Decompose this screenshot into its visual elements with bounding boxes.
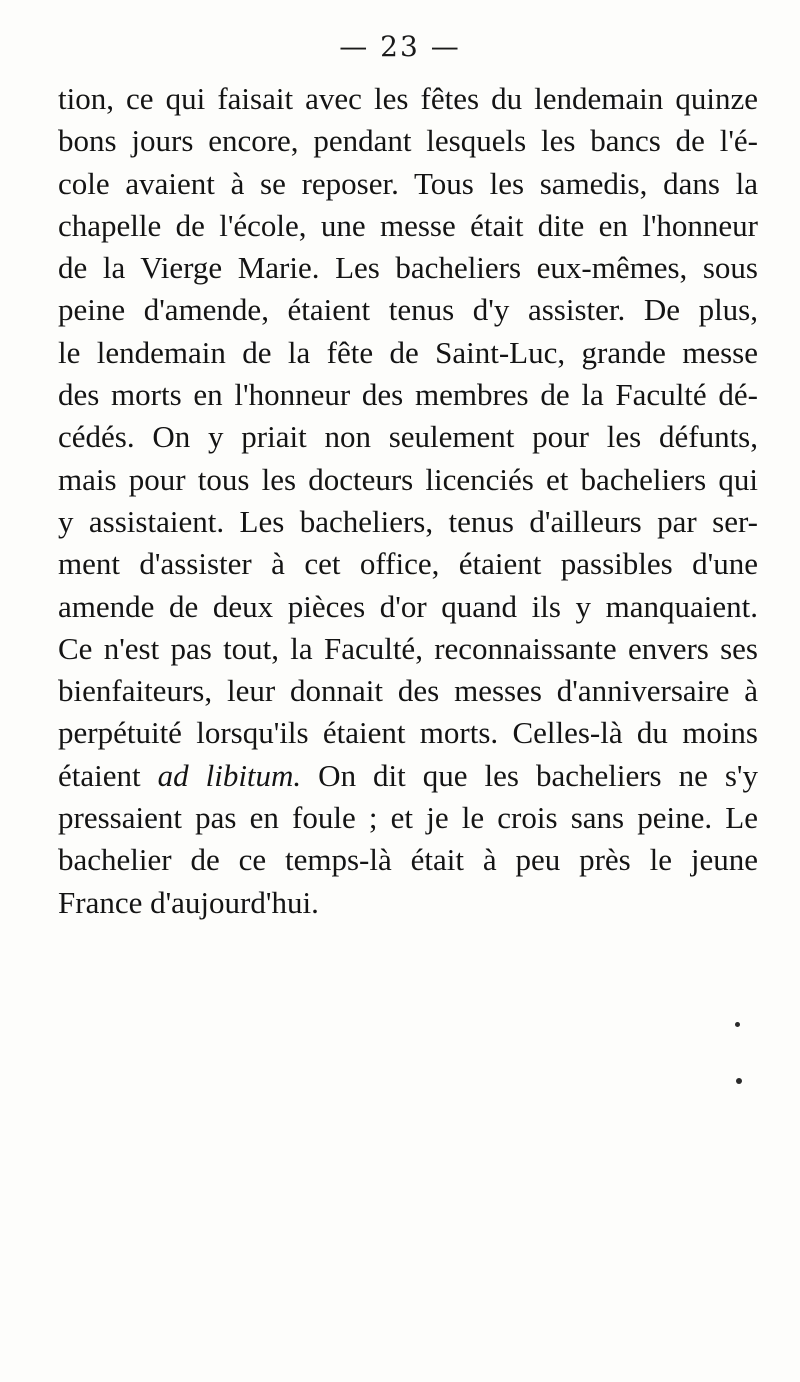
text-segment: On dit que les bacheliers ne s'y [301,757,758,793]
text-line-final: France d'aujourd'hui. [58,884,319,920]
italic-phrase: ad libitum. [157,757,302,793]
text-line: y assistaient. Les bacheliers, tenus d'ailleurs par ser- [58,503,758,539]
text-line: chapelle de l'école, une messe était dite en l'honneur [58,207,758,243]
text-line: bachelier de ce temps-là était à peu près le jeune [58,842,758,878]
page-number: — 23 — [339,30,461,63]
ink-speck [736,1078,742,1084]
text-line: des morts en l'honneur des membres de la Faculté dé- [58,377,758,413]
text-line: mais pour tous les docteurs licenciés et bacheliers qui [58,461,758,497]
text-line: amende de deux pièces d'or quand ils y manquaient. [58,588,758,624]
body-text [58,78,758,924]
text-segment: étaient [58,757,158,793]
text-line: bienfaiteurs, leur donnait des messes d'anniversaire à [58,673,758,709]
text-line: le lendemain de la fête de Saint-Luc, grande messe [58,334,758,370]
text-line: cédés. On y priait non seulement pour les défunts, [58,419,758,455]
text-line: ment d'assister à cet office, étaient passibles d'une [58,546,758,582]
text-line: cole avaient à se reposer. Tous les samedis, dans la [58,165,758,201]
text-line: peine d'amende, étaient tenus d'y assister. De plus, [58,292,758,328]
text-line: pressaient pas en foule ; et je le crois sans peine. Le [58,800,758,836]
text-line: tion, ce qui faisait avec les fêtes du lendemain quinze [58,81,758,116]
ink-speck [735,1022,740,1027]
text-line: bons jours encore, pendant lesquels les bancs de l'é- [58,123,758,159]
text-line: Ce n'est pas tout, la Faculté, reconnaissante envers ses [58,630,758,666]
text-line-with-italic [58,755,758,797]
text-line: de la Vierge Marie. Les bacheliers eux-mêmes, sous [58,250,758,286]
text-line: perpétuité lorsqu'ils étaient morts. Celles-là du moins [58,715,758,751]
